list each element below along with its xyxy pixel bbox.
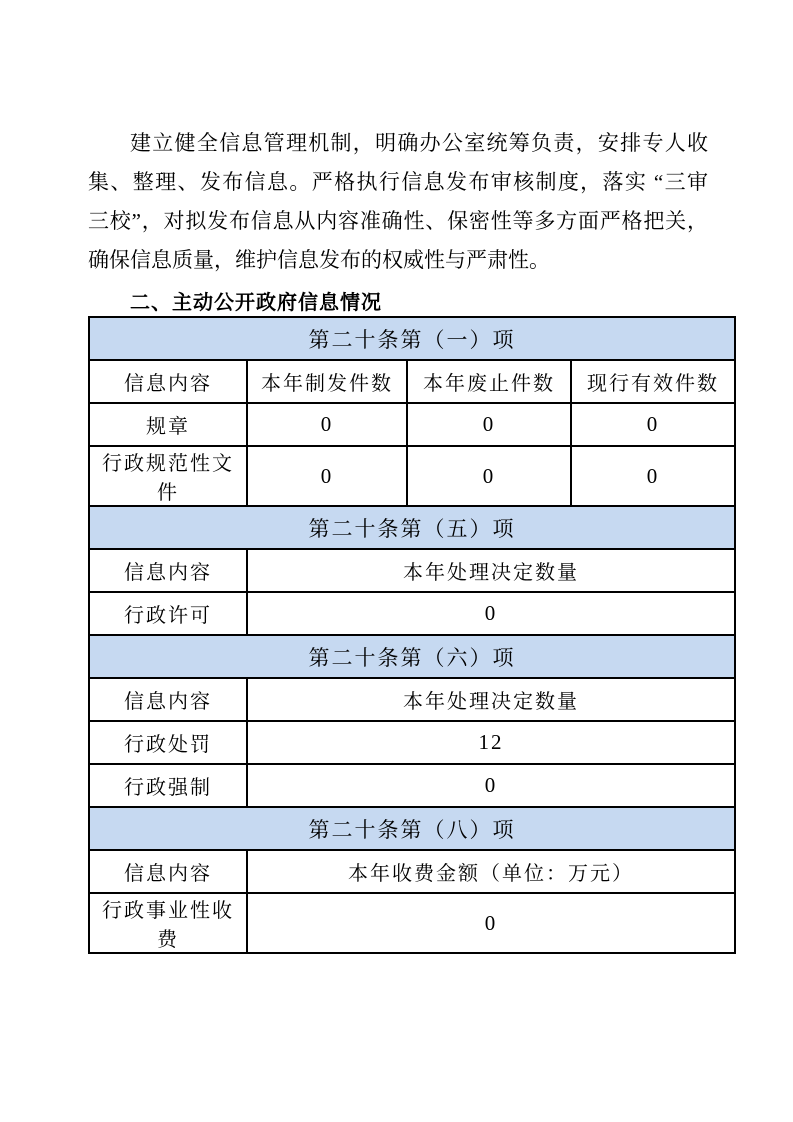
section-heading: 二、主动公开政府信息情况 bbox=[130, 292, 382, 314]
cell-value: 0 bbox=[407, 446, 571, 506]
row-label: 行政规范性文件 bbox=[89, 446, 247, 506]
table-row bbox=[89, 721, 735, 764]
row-label: 规章 bbox=[89, 403, 247, 446]
column-header: 现行有效件数 bbox=[571, 360, 735, 403]
table-row bbox=[89, 893, 735, 953]
column-header: 信息内容 bbox=[89, 549, 247, 592]
cell-value: 12 bbox=[247, 721, 735, 764]
table-row bbox=[89, 678, 735, 721]
cell-value: 0 bbox=[247, 592, 735, 635]
paragraph-line: 集、整理、发布信息。严格执行信息发布审核制度，落实 “三审 bbox=[88, 170, 708, 194]
section-title: 第二十条第（八）项 bbox=[89, 807, 735, 850]
column-header: 信息内容 bbox=[89, 678, 247, 721]
column-header: 本年处理决定数量 bbox=[247, 678, 735, 721]
cell-value: 0 bbox=[247, 893, 735, 953]
table-row bbox=[89, 549, 735, 592]
cell-value: 0 bbox=[247, 403, 407, 446]
column-header: 本年收费金额（单位：万元） bbox=[247, 850, 735, 893]
table-row bbox=[89, 592, 735, 635]
column-header: 本年制发件数 bbox=[247, 360, 407, 403]
row-label: 行政许可 bbox=[89, 592, 247, 635]
paragraph-line: 三校”，对拟发布信息从内容准确性、保密性等多方面严格把关， bbox=[88, 209, 708, 233]
row-label: 行政强制 bbox=[89, 764, 247, 807]
column-header: 信息内容 bbox=[89, 850, 247, 893]
table-row bbox=[89, 850, 735, 893]
cell-value: 0 bbox=[247, 446, 407, 506]
section-title: 第二十条第（五）项 bbox=[89, 506, 735, 549]
row-label: 行政事业性收费 bbox=[89, 893, 247, 953]
table-row bbox=[89, 446, 735, 506]
table-row bbox=[89, 403, 735, 446]
disclosure-table bbox=[88, 316, 736, 954]
table-row bbox=[89, 506, 735, 549]
row-label: 行政处罚 bbox=[89, 721, 247, 764]
table-row bbox=[89, 807, 735, 850]
paragraph-line: 确保信息质量，维护信息发布的权威性与严肃性。 bbox=[88, 248, 550, 272]
section-title: 第二十条第（一）项 bbox=[89, 317, 735, 360]
cell-value: 0 bbox=[571, 446, 735, 506]
table-row bbox=[89, 764, 735, 807]
column-header: 信息内容 bbox=[89, 360, 247, 403]
column-header: 本年废止件数 bbox=[407, 360, 571, 403]
table-row bbox=[89, 635, 735, 678]
cell-value: 0 bbox=[247, 764, 735, 807]
body-paragraph bbox=[88, 124, 708, 280]
cell-value: 0 bbox=[407, 403, 571, 446]
column-header: 本年处理决定数量 bbox=[247, 549, 735, 592]
section-title: 第二十条第（六）项 bbox=[89, 635, 735, 678]
table-row bbox=[89, 317, 735, 360]
paragraph-line: 建立健全信息管理机制，明确办公室统筹负责，安排专人收 bbox=[130, 131, 708, 155]
cell-value: 0 bbox=[571, 403, 735, 446]
table-row bbox=[89, 360, 735, 403]
